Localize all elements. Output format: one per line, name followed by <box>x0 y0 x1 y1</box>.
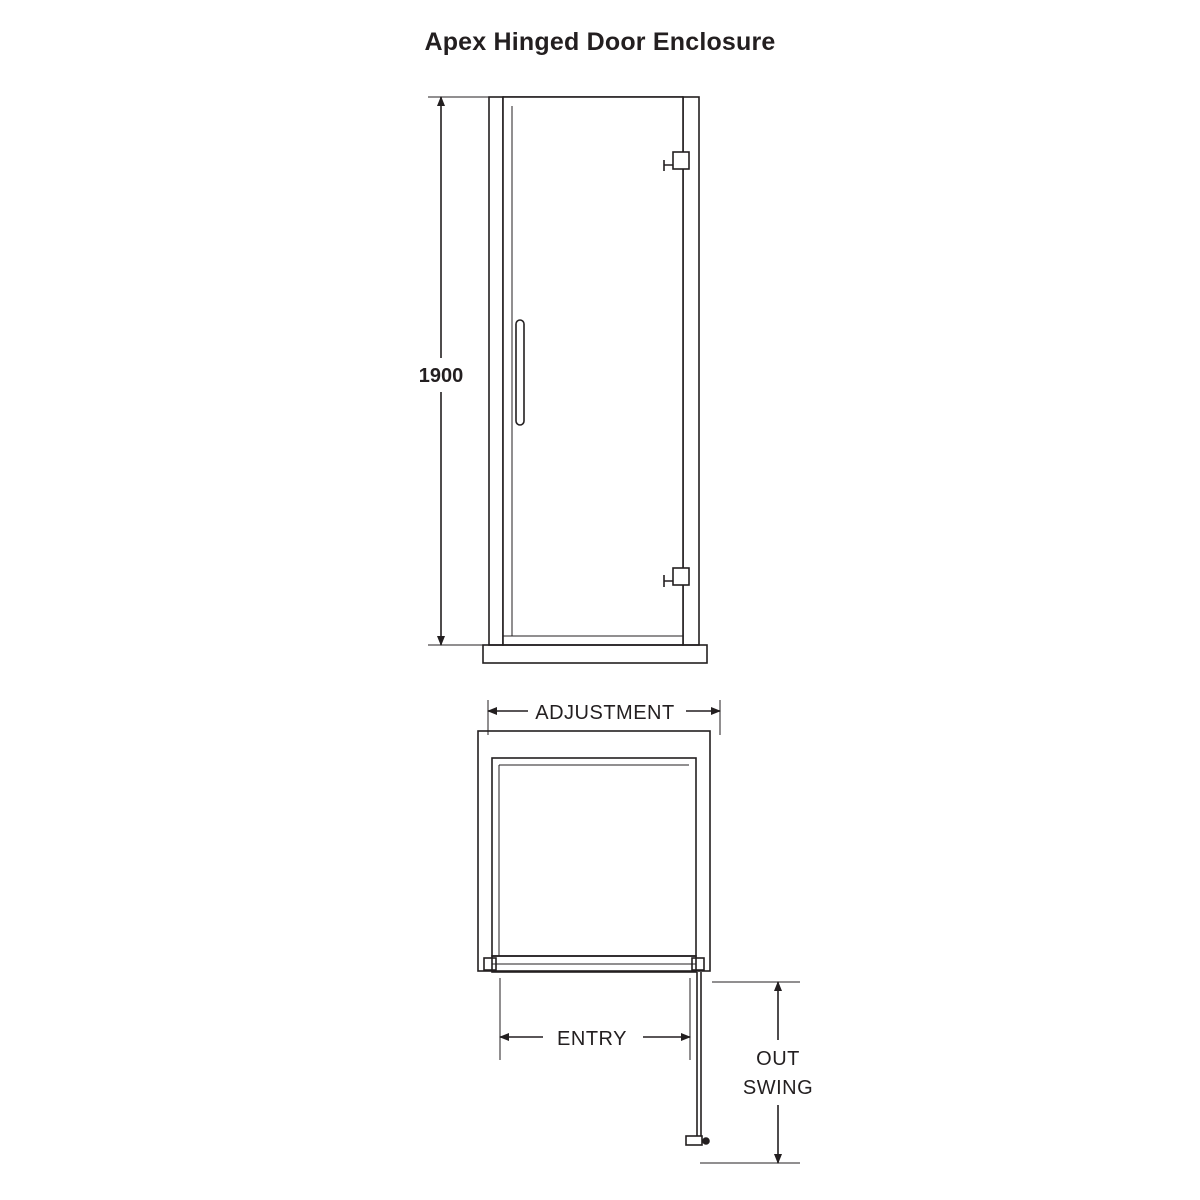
door-swing-leaf <box>686 972 709 1145</box>
shower-tray-sill <box>483 645 707 663</box>
out-swing-label-line2: SWING <box>742 1077 814 1099</box>
out-swing-dimension <box>700 982 800 1163</box>
out-swing-label-line1: OUT <box>756 1048 800 1070</box>
door-glass-panel <box>503 97 683 645</box>
swing-pivot-dot <box>703 1138 709 1144</box>
left-wall-profile <box>489 97 503 645</box>
height-dimension-label: 1900 <box>418 365 464 387</box>
right-door-post <box>683 97 699 645</box>
plan-inner-tray <box>492 758 696 956</box>
adjustment-dimension-label: ADJUSTMENT <box>535 702 675 724</box>
front-elevation-view <box>428 97 707 663</box>
swing-handle <box>686 1136 702 1145</box>
page-title: Apex Hinged Door Enclosure <box>424 28 776 56</box>
entry-dimension-label: ENTRY <box>557 1028 627 1050</box>
